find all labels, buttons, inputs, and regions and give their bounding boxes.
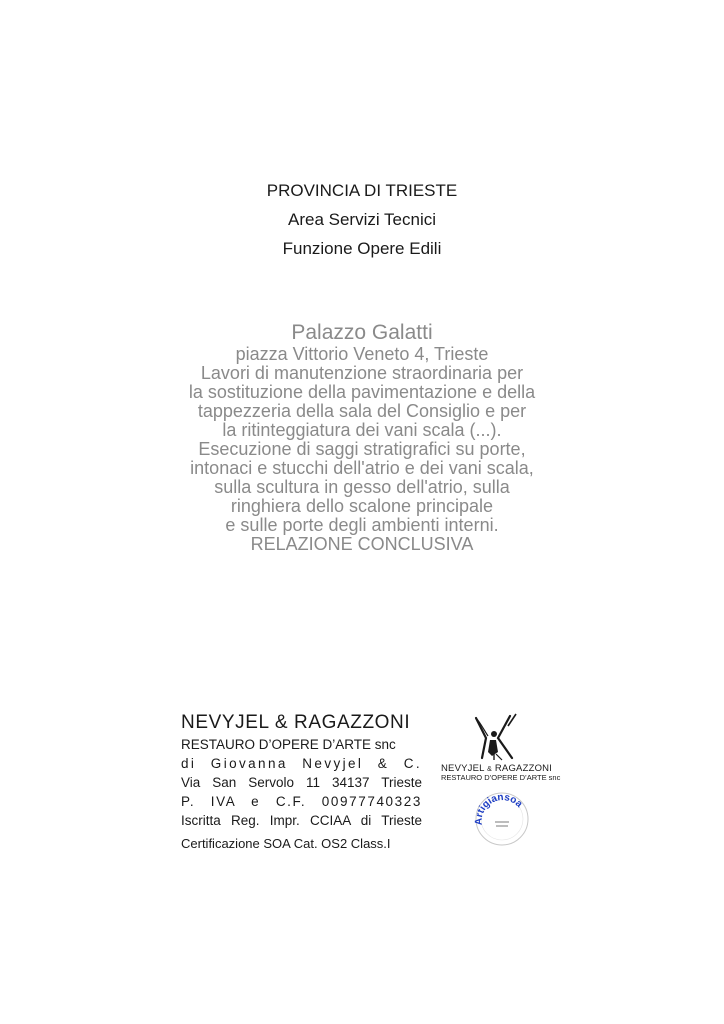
company-activity: RESTAURO D’OPERE D’ARTE snc (181, 737, 396, 752)
building-title: Palazzo Galatti (291, 321, 433, 344)
company-info (181, 711, 422, 856)
logo-company-subtitle: RESTAURO D’OPERE D’ARTE snc (441, 773, 561, 782)
title-line: e sulle porte degli ambienti interni. (225, 515, 499, 535)
title-line: la ritinteggiatura dei vani scala (...). (222, 420, 502, 440)
report-title-block (0, 321, 724, 554)
company-certification: Certificazione SOA Cat. OS2 Class.I (181, 836, 391, 851)
title-line: tappezzeria della sala del Consiglio e per (197, 401, 527, 421)
company-owner: di Giovanna Nevyjel & C. (181, 756, 422, 771)
title-line: sulla scultura in gesso dell'atrio, sulla (214, 477, 510, 497)
logo-company-name: NEVYJEL & RAGAZZONI (441, 763, 553, 774)
title-line: piazza Vittorio Veneto 4, Trieste (235, 344, 489, 364)
header-function: Funzione Opere Edili (282, 239, 442, 258)
title-line: intonaci e stucchi dell'atrio e dei vani scala, (190, 458, 534, 478)
title-line: Esecuzione di saggi stratigrafici su porte, (198, 439, 526, 459)
seal-text: Artigiansoa (474, 791, 525, 826)
company-address: Via San Servolo 11 34137 Trieste (181, 775, 422, 790)
title-line: Lavori di manutenzione straordinaria per (200, 363, 524, 383)
company-name: NEVYJEL & RAGAZZONI (181, 712, 411, 733)
restorer-figure-icon (472, 712, 520, 762)
title-line: la sostituzione della pavimentazione e della (188, 382, 536, 402)
company-logo (438, 712, 568, 852)
artigiansoa-seal-icon (474, 791, 530, 847)
company-registration: Iscritta Reg. Impr. CCIAA di Trieste (181, 813, 422, 828)
report-type: RELAZIONE CONCLUSIVA (250, 534, 474, 554)
company-vat: P. IVA e C.F. 00977740323 (181, 794, 422, 809)
title-line: ringhiera dello scalone principale (230, 496, 494, 516)
header-area: Area Servizi Tecnici (287, 210, 437, 229)
header-province: PROVINCIA DI TRIESTE (266, 181, 458, 200)
header-block (0, 176, 724, 263)
